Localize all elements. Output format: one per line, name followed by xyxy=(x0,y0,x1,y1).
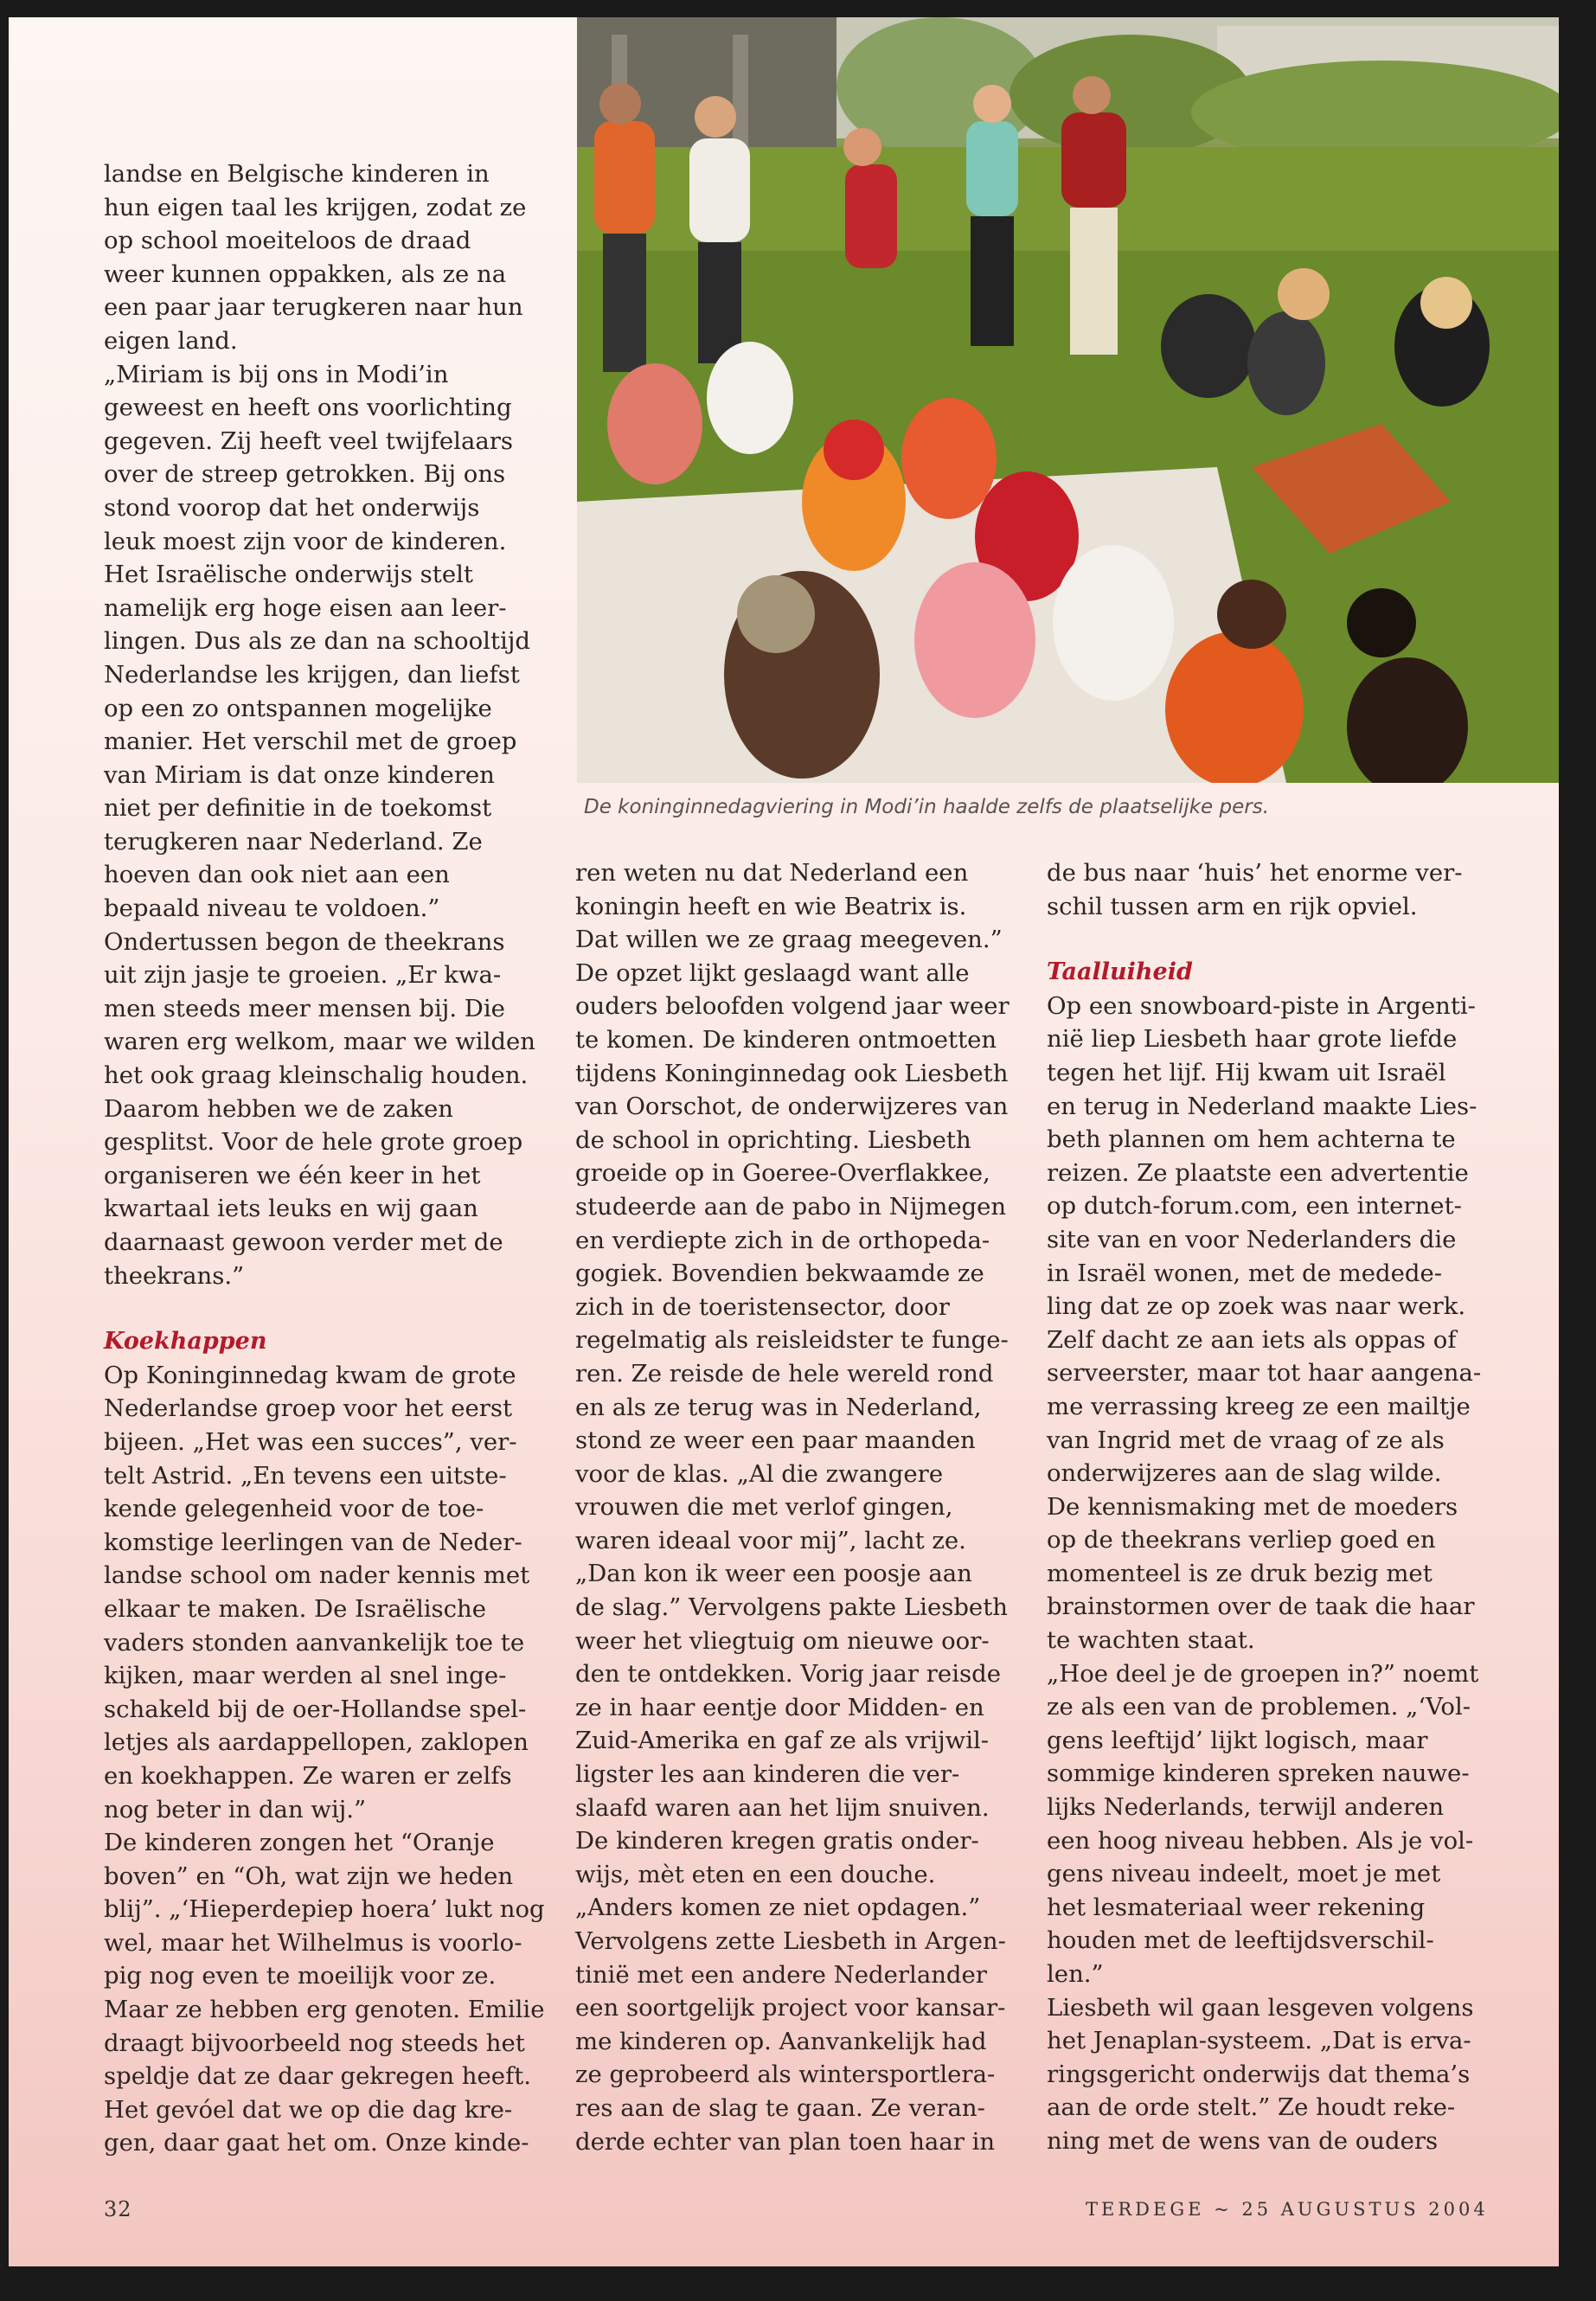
text-line: tinië met een andere Nederlander xyxy=(575,1960,987,1989)
text-line: me kinderen op. Aanvankelijk had xyxy=(575,2027,987,2055)
text-line: de slag.” Vervolgens pakte Liesbeth xyxy=(575,1593,1008,1622)
text-line: weer het vliegtuig om nieuwe oor- xyxy=(575,1626,990,1655)
text-line: houden met de leeftijdsverschil- xyxy=(1047,1926,1434,1955)
text-line: ling dat ze op zoek was naar werk. xyxy=(1047,1292,1466,1321)
column-2-paragraphs xyxy=(575,856,1025,2158)
text-line: op dutch-forum.com, een internet- xyxy=(1047,1192,1462,1221)
text-line: ren. Ze reisde de hele wereld rond xyxy=(575,1359,994,1388)
text-line: op de theekrans verliep goed en xyxy=(1047,1526,1436,1554)
text-line: Nederlandse groep voor het eerst xyxy=(104,1394,513,1423)
text-line: Liesbeth wil gaan lesgeven volgens xyxy=(1047,1993,1474,2022)
text-line: waren ideaal voor mij”, lacht ze. xyxy=(575,1526,966,1554)
text-line: De kinderen zongen het “Oranje xyxy=(104,1829,495,1857)
text-line: aan de orde stelt.” Ze houdt reke- xyxy=(1047,2093,1456,2122)
text-line: en verdiepte zich in de orthopeda- xyxy=(575,1226,990,1254)
text-line: ren weten nu dat Nederland een xyxy=(575,859,969,887)
article-column-2 xyxy=(575,856,1025,2158)
text-line: stond ze weer een paar maanden xyxy=(575,1426,976,1455)
text-line: gen, daar gaat het om. Onze kinde- xyxy=(104,2129,529,2157)
text-line: eigen land. xyxy=(104,326,238,355)
text-line: serveerster, maar tot haar aangena- xyxy=(1047,1359,1482,1388)
text-line: wel, maar het Wilhelmus is voorlo- xyxy=(104,1928,522,1957)
text-line: studeerde aan de pabo in Nijmegen xyxy=(575,1192,1007,1221)
text-line: reizen. Ze plaatste een advertentie xyxy=(1047,1158,1469,1187)
text-line: leuk moest zijn voor de kinderen. xyxy=(104,527,507,555)
text-line: van Oorschot, de onderwijzeres van xyxy=(575,1093,1009,1121)
text-line: over de streep getrokken. Bij ons xyxy=(104,460,506,489)
section-heading-taalluiheid: Taalluiheid xyxy=(1047,958,1193,986)
text-line: tegen het lijf. Hij kwam uit Israël xyxy=(1047,1058,1446,1086)
text-line: gegeven. Zij heeft veel twijfelaars xyxy=(104,426,513,455)
text-line: site van en voor Nederlanders die xyxy=(1047,1225,1457,1253)
text-line: het lesmateriaal weer rekening xyxy=(1047,1893,1426,1921)
text-line: Zuid-Amerika en gaf ze als vrijwil- xyxy=(575,1727,990,1755)
text-line: Vervolgens zette Liesbeth in Argen- xyxy=(575,1927,1006,1955)
text-line: Ondertussen begon de theekrans xyxy=(104,927,505,956)
section-heading-koekhappen: Koekhappen xyxy=(104,1328,267,1356)
text-line: ligster les aan kinderen die ver- xyxy=(575,1760,960,1789)
text-line: theekrans.” xyxy=(104,1261,245,1290)
text-line: een paar jaar terugkeren naar hun xyxy=(104,293,523,322)
text-line: Het Israëlische onderwijs stelt xyxy=(104,561,473,589)
text-line: groeide op in Goeree-Overflakkee, xyxy=(575,1159,990,1188)
text-line: Daarom hebben we de zaken xyxy=(104,1094,453,1123)
text-line: momenteel is ze druk bezig met xyxy=(1047,1559,1433,1587)
text-line: gens leeftijd’ lijkt logisch, maar xyxy=(1047,1726,1428,1754)
text-line: kijken, maar werden al snel inge- xyxy=(104,1662,507,1690)
article-photo xyxy=(577,17,1559,783)
text-line: De kinderen kregen gratis onder- xyxy=(575,1827,979,1856)
magazine-page xyxy=(9,17,1559,2266)
text-line: onderwijzeres aan de slag wilde. xyxy=(1047,1459,1442,1488)
text-line: nog beter in dan wij.” xyxy=(104,1795,367,1823)
text-line: „Hoe deel je de groepen in?” noemt xyxy=(1047,1659,1479,1688)
text-line: vrouwen die met verlof gingen, xyxy=(575,1493,953,1522)
text-line: bepaald niveau te voldoen.” xyxy=(104,894,440,923)
text-line: te wachten staat. xyxy=(1047,1626,1255,1655)
text-line: ouders beloofden volgend jaar weer xyxy=(575,992,1010,1021)
text-line: blij”. „‘Hieperdepiep hoera’ lukt nog xyxy=(104,1895,545,1924)
article-column-3 xyxy=(1047,856,1497,2158)
text-line: Dat willen we ze graag meegeven.” xyxy=(575,926,1003,954)
text-line: „Dan kon ik weer een poosje aan xyxy=(575,1560,972,1588)
text-line: den te ontdekken. Vorig jaar reisde xyxy=(575,1660,1001,1689)
text-line: „Anders komen ze niet opdagen.” xyxy=(575,1894,981,1922)
text-line: Op een snowboard-piste in Argenti- xyxy=(1047,991,1476,1020)
text-line: voor de klas. „Al die zwangere xyxy=(575,1459,944,1488)
text-line: De opzet lijkt geslaagd want alle xyxy=(575,958,970,987)
text-line: „Miriam is bij ons in Modi’in xyxy=(104,360,449,388)
text-line: komstige leerlingen van de Neder- xyxy=(104,1528,522,1556)
text-line: sommige kinderen spreken nauwe- xyxy=(1047,1759,1470,1788)
text-line: ringsgericht onderwijs dat thema’s xyxy=(1047,2060,1471,2088)
text-line: regelmatig als reisleidster te funge- xyxy=(575,1326,1009,1355)
text-line: Zelf dacht ze aan iets als oppas of xyxy=(1047,1325,1457,1354)
text-line: terugkeren naar Nederland. Ze xyxy=(104,827,483,856)
text-line: koningin heeft en wie Beatrix is. xyxy=(575,892,967,920)
text-line: ze geprobeerd als wintersportlera- xyxy=(575,2061,996,2089)
text-line: in Israël wonen, met de medede- xyxy=(1047,1259,1443,1287)
text-line: brainstormen over de taak die haar xyxy=(1047,1593,1475,1621)
text-line: waren erg welkom, maar we wilden xyxy=(104,1028,535,1056)
text-line: op school moeiteloos de draad xyxy=(104,227,471,255)
text-line: lijks Nederlands, terwijl anderen xyxy=(1047,1793,1445,1822)
text-line: gogiek. Bovendien bekwaamde ze xyxy=(575,1259,984,1288)
text-line: Nederlandse les krijgen, dan liefst xyxy=(104,660,520,689)
text-line: men steeds meer mensen bij. Die xyxy=(104,994,505,1022)
page-number: 32 xyxy=(104,2197,132,2221)
text-line: daarnaast gewoon verder met de xyxy=(104,1228,503,1256)
text-line: telt Astrid. „En tevens een uitste- xyxy=(104,1461,507,1490)
text-line: vaders stonden aanvankelijk toe te xyxy=(104,1628,525,1657)
text-line: en als ze terug was in Nederland, xyxy=(575,1393,982,1421)
text-line: speldje dat ze daar gekregen heeft. xyxy=(104,2062,532,2091)
text-line: een hoog niveau hebben. Als je vol- xyxy=(1047,1826,1474,1855)
text-line: organiseren we één keer in het xyxy=(104,1161,481,1189)
text-line: landse en Belgische kinderen in xyxy=(104,160,490,188)
text-line: hoeven dan ook niet aan een xyxy=(104,861,450,889)
text-line: res aan de slag te gaan. Ze veran- xyxy=(575,2093,985,2122)
column-3-intro xyxy=(1047,856,1497,923)
text-line: manier. Het verschil met de groep xyxy=(104,727,517,756)
text-line: de school in oprichting. Liesbeth xyxy=(575,1125,971,1154)
text-line: nië liep Liesbeth haar grote liefde xyxy=(1047,1025,1458,1054)
text-line: landse school om nader kennis met xyxy=(104,1561,530,1590)
text-line: elkaar te maken. De Israëlische xyxy=(104,1594,487,1623)
text-line: weer kunnen oppakken, als ze na xyxy=(104,260,507,288)
text-line: gesplitst. Voor de hele grote groep xyxy=(104,1128,523,1157)
text-line: ze in haar eentje door Midden- en xyxy=(575,1693,984,1721)
text-line: letjes als aardappellopen, zaklopen xyxy=(104,1728,529,1757)
text-line: het Jenaplan-systeem. „Dat is erva- xyxy=(1047,2027,1471,2055)
section-taalluiheid xyxy=(1047,956,1497,2157)
text-line: Het gevóel dat we op die dag kre- xyxy=(104,2095,513,2124)
text-line: Maar ze hebben erg genoten. Emilie xyxy=(104,1996,545,2024)
text-line: kwartaal iets leuks en wij gaan xyxy=(104,1195,478,1223)
text-line: len.” xyxy=(1047,1960,1104,1988)
text-line: ning met de wens van de ouders xyxy=(1047,2126,1439,2155)
text-line: zich in de toeristensector, door xyxy=(575,1292,950,1321)
text-line: hun eigen taal les krijgen, zodat ze xyxy=(104,193,527,221)
text-line: ze als een van de problemen. „‘Vol- xyxy=(1047,1693,1471,1721)
text-line: tijdens Koninginnedag ook Liesbeth xyxy=(575,1059,1009,1087)
magazine-footer: TERDEGE ~ 25 AUGUSTUS 2004 xyxy=(1086,2199,1489,2220)
text-line: pig nog even te moeilijk voor ze. xyxy=(104,1962,497,1990)
section-koekhappen xyxy=(104,1325,554,2160)
text-line: van Miriam is dat onze kinderen xyxy=(104,760,495,789)
text-line: slaafd waren aan het lijm snuiven. xyxy=(575,1793,990,1822)
text-line: lingen. Dus als ze dan na schooltijd xyxy=(104,627,530,656)
text-line: van Ingrid met de vraag of ze als xyxy=(1047,1426,1445,1454)
article-column-1 xyxy=(104,157,554,2160)
text-line: gens niveau indeelt, moet je met xyxy=(1047,1860,1441,1888)
text-line: uit zijn jasje te groeien. „Er kwa- xyxy=(104,961,502,990)
text-line: derde echter van plan toen haar in xyxy=(575,2127,996,2156)
text-line: kende gelegenheid voor de toe- xyxy=(104,1495,484,1523)
text-line: een soortgelijk project voor kansar- xyxy=(575,1994,1006,2022)
text-line: de bus naar ‘huis’ het enorme ver- xyxy=(1047,859,1463,887)
text-line: me verrassing kreeg ze een mailtje xyxy=(1047,1392,1471,1420)
text-line: wijs, mèt eten en een douche. xyxy=(575,1860,936,1888)
text-line: te komen. De kinderen ontmoetten xyxy=(575,1025,997,1054)
text-line: het ook graag kleinschalig houden. xyxy=(104,1061,529,1090)
text-line: schil tussen arm en rijk opviel. xyxy=(1047,892,1418,920)
text-line: stond voorop dat het onderwijs xyxy=(104,493,480,522)
text-line: Op Koninginnedag kwam de grote xyxy=(104,1361,516,1389)
text-line: en terug in Nederland maakte Lies- xyxy=(1047,1092,1477,1120)
text-line: schakeld bij de oer-Hollandse spel- xyxy=(104,1695,527,1723)
text-line: niet per definitie in de toekomst xyxy=(104,794,492,823)
text-line: en koekhappen. Ze waren er zelfs xyxy=(104,1761,512,1790)
photo-caption: De koninginnedagviering in Modi’in haalde zelfs de plaatselijke pers. xyxy=(584,796,1270,818)
photo-illustration xyxy=(577,17,1559,783)
text-line: boven” en “Oh, wat zijn we heden xyxy=(104,1862,514,1890)
text-line: geweest en heeft ons voorlichting xyxy=(104,394,512,422)
text-line: De kennismaking met de moeders xyxy=(1047,1492,1458,1521)
text-line: op een zo ontspannen mogelijke xyxy=(104,694,492,722)
text-line: draagt bijvoorbeeld nog steeds het xyxy=(104,2029,525,2057)
text-line: bijeen. „Het was een succes”, ver- xyxy=(104,1427,517,1456)
text-line: namelijk erg hoge eisen aan leer- xyxy=(104,593,507,622)
column-1-paragraphs xyxy=(104,157,554,1292)
text-line: beth plannen om hem achterna te xyxy=(1047,1125,1456,1154)
